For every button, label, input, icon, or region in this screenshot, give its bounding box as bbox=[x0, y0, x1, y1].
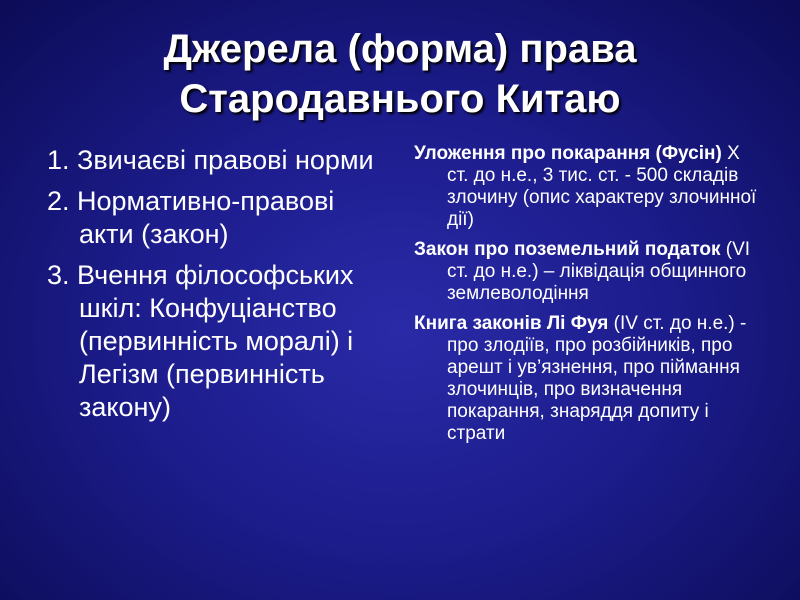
left-list-item-2: 2. Нормативно-правові акти (закон) bbox=[47, 186, 335, 249]
left-list bbox=[47, 144, 392, 432]
right-list bbox=[414, 143, 759, 453]
right-list-item-li-fuya bbox=[414, 313, 759, 445]
right-item-2-title: Закон про поземельний податок bbox=[414, 239, 721, 260]
right-item-1-title: Уложення про покарання (Фусін) bbox=[414, 143, 722, 164]
slide-title-line-1: Джерела (форма) права bbox=[163, 27, 637, 71]
right-list-item-land-tax bbox=[414, 239, 759, 305]
right-item-3-text: (IV ст. до н.е.) - про злодіїв, про розбійників, про арешт і ув’язнення, про піймання злочинців, про визначення покарання, знаряддя допиту і страти bbox=[447, 313, 747, 444]
right-item-1-text: X ст. до н.е., 3 тис. ст. - 500 складів злочину (опис характеру злочинної дії) bbox=[447, 143, 757, 230]
right-list-item-fusin bbox=[414, 143, 759, 231]
left-list-item-1: 1. Звичаєві правові норми bbox=[47, 145, 374, 175]
right-item-3-title: Книга законів Лі Фуя bbox=[414, 313, 609, 334]
right-item-2-text: (VI ст. до н.е.) – ліквідація общинного землеволодіння bbox=[447, 239, 751, 304]
slide-title bbox=[0, 24, 800, 124]
left-list-item-3: 3. Вчення філософських шкіл: Конфуціанство (первинність моралі) і Легізм (первинність закону) bbox=[47, 260, 354, 422]
slide-title-line-2: Стародавнього Китаю bbox=[179, 77, 621, 121]
